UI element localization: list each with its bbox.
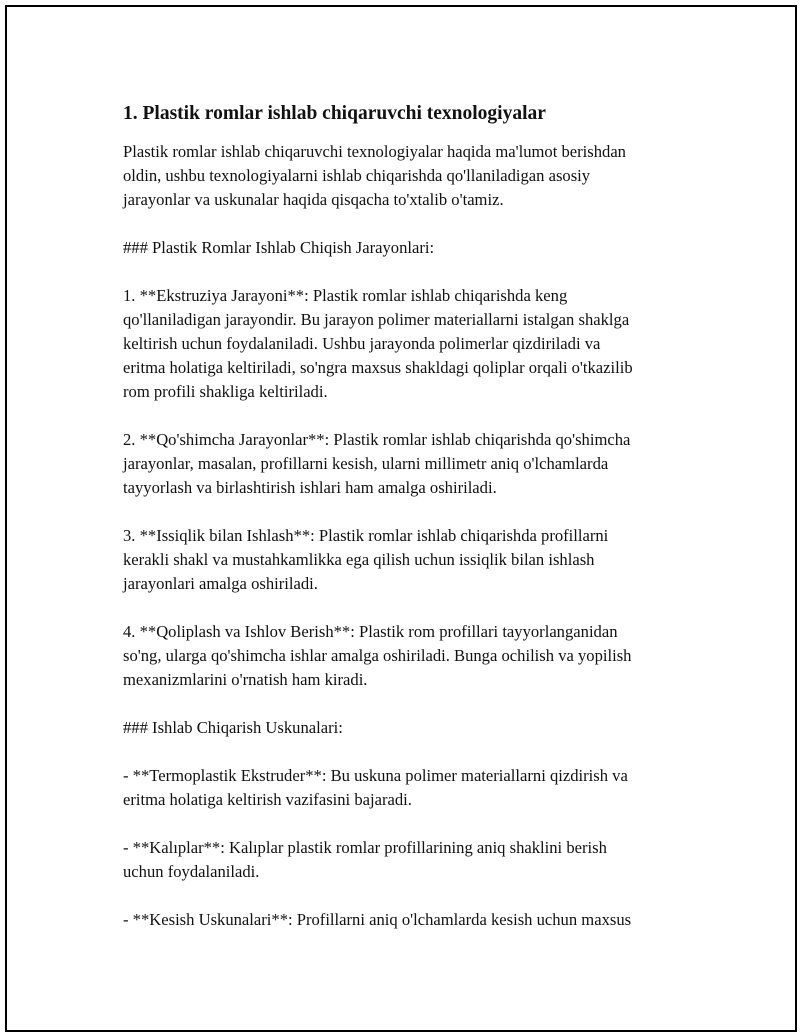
equipment-item-extruder: - **Termoplastik Ekstruder**: Bu uskuna polimer materiallarni qizdirish va eritma holatiga keltirish vazifasini bajaradi. — [123, 766, 628, 809]
process-item-molding: 4. **Qoliplash va Ishlov Berish**: Plastik rom profillari tayyorlanganidan so'ng, ularga qo'shimcha ishlar amalga oshiriladi. Bunga ochilish va yopilish mexanizmlarini o'rnatish ham kiradi. — [123, 622, 632, 689]
process-item-extrusion: 1. **Ekstruziya Jarayoni**: Plastik romlar ishlab chiqarishda keng qo'llaniladigan jarayondir. Bu jarayon polimer materiallarni istalgan shaklga keltirish uchun foydalaniladi. Ushbu jarayonda polimerlar qizdiriladi va eritma holatiga keltiriladi, so'ngra maxsus shakldagi qoliplar orqali o'tkazilib rom profili shakliga keltiriladi. — [123, 286, 633, 401]
document-body — [123, 102, 703, 932]
intro-paragraph: Plastik romlar ishlab chiqaruvchi texnologiyalar haqida ma'lumot berishdan oldin, ushbu texnologiyalarni ishlab chiqarishda qo'llaniladigan asosiy jarayonlar va uskunalar haqida qisqacha to'xtalib o'tamiz. — [123, 142, 626, 209]
page-frame — [5, 5, 797, 1032]
process-item-additional: 2. **Qo'shimcha Jarayonlar**: Plastik romlar ishlab chiqarishda qo'shimcha jarayonlar, masalan, profillarni kesish, ularni millimetr aniq o'lchamlarda tayyorlash va birlashtirish ishlari ham amalga oshiriladi. — [123, 430, 631, 497]
process-item-heat-treatment: 3. **Issiqlik bilan Ishlash**: Plastik romlar ishlab chiqarishda profillarni kerakli shakl va mustahkamlikka ega qilish uchun issiqlik bilan ishlash jarayonlari amalga oshiriladi. — [123, 526, 609, 593]
section-heading-processes: ### Plastik Romlar Ishlab Chiqish Jarayonlari: — [123, 238, 435, 257]
section-heading-equipment: ### Ishlab Chiqarish Uskunalari: — [123, 718, 343, 737]
equipment-item-molds: - **Kalıplar**: Kalıplar plastik romlar profillarining aniq shaklini berish uchun foydalaniladi. — [123, 838, 607, 881]
document-title: 1. Plastik romlar ishlab chiqaruvchi texnologiyalar — [123, 103, 546, 124]
equipment-item-cutting: - **Kesish Uskunalari**: Profillarni aniq o'lchamlarda kesish uchun maxsus — [123, 910, 632, 929]
